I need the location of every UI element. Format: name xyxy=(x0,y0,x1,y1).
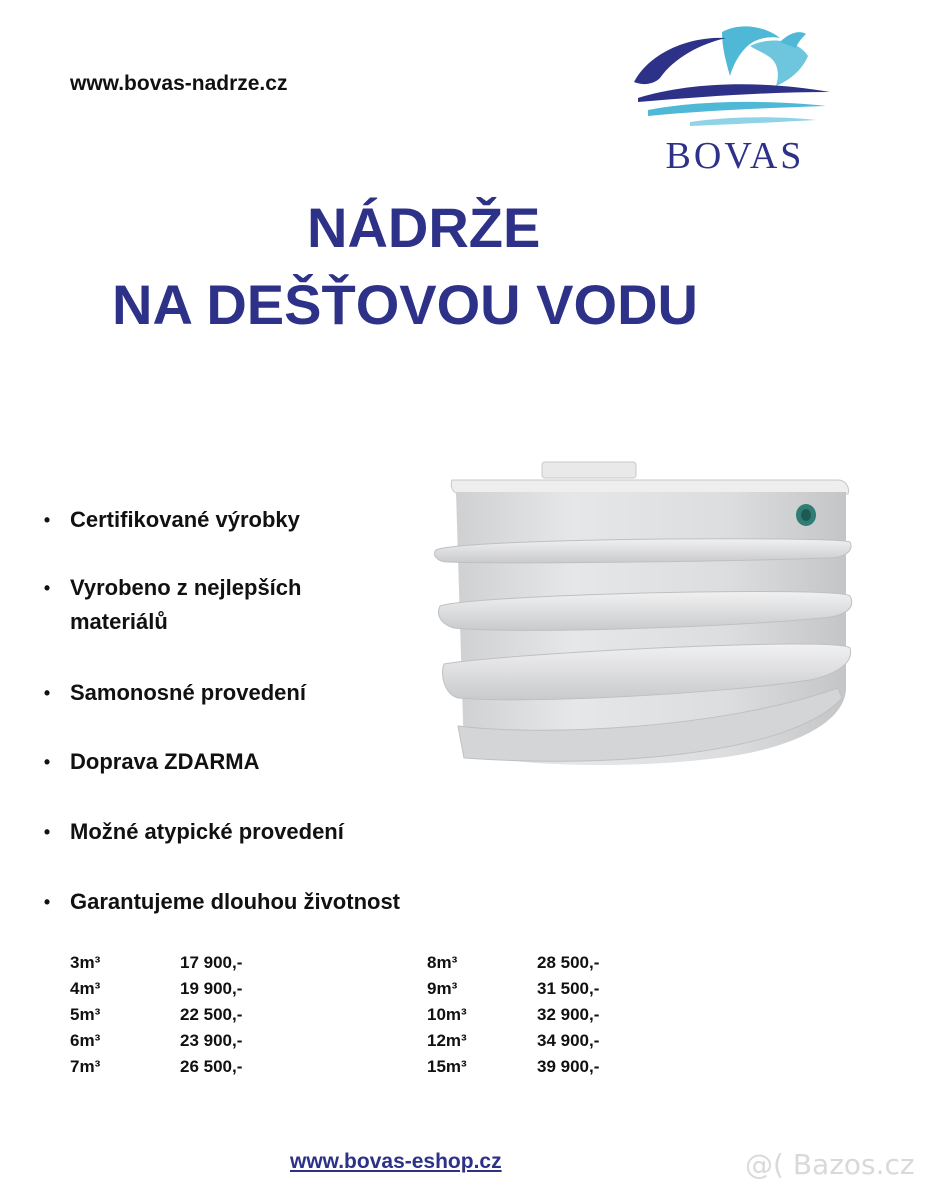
title-line-2: NA DEŠŤOVOU VODU xyxy=(112,273,698,336)
price-volume: 5m³ xyxy=(70,1005,101,1024)
price-volume: 15m³ xyxy=(427,1057,467,1076)
feature-text: Možné atypické provedení xyxy=(70,819,344,844)
price-volume: 4m³ xyxy=(70,979,101,998)
bullet-icon: • xyxy=(43,752,51,772)
price-volume: 3m³ xyxy=(70,953,101,972)
feature-text: Garantujeme dlouhou životnost xyxy=(70,889,401,914)
eshop-link[interactable]: www.bovas-eshop.cz xyxy=(290,1150,502,1173)
feature-text: Samonosné provedení xyxy=(70,680,306,705)
price-volume: 12m³ xyxy=(427,1031,467,1050)
price-amount: 19 900,- xyxy=(180,979,243,998)
price-amount: 34 900,- xyxy=(537,1031,600,1050)
price-volume: 7m³ xyxy=(70,1057,101,1076)
price-amount: 32 900,- xyxy=(537,1005,600,1024)
price-volume: 8m³ xyxy=(427,953,458,972)
price-volume: 9m³ xyxy=(427,979,458,998)
title-line-1: NÁDRŽE xyxy=(307,196,541,259)
feature-text: Doprava ZDARMA xyxy=(70,749,260,774)
bullet-icon: • xyxy=(43,822,51,842)
bazos-watermark: @( Bazos.cz xyxy=(745,1148,915,1181)
bullet-icon: • xyxy=(43,683,51,703)
price-amount: 39 900,- xyxy=(537,1057,600,1076)
price-amount: 26 500,- xyxy=(180,1057,243,1076)
price-amount: 28 500,- xyxy=(537,953,600,972)
dolphin-logo-icon xyxy=(630,22,840,134)
price-amount: 17 900,- xyxy=(180,953,243,972)
bovas-logo xyxy=(630,22,840,177)
price-list xyxy=(70,953,670,1093)
feature-text: Certifikované výrobky xyxy=(70,507,300,532)
bullet-icon: • xyxy=(43,578,51,598)
feature-text: Vyrobeno z nejlepších materiálů xyxy=(70,575,302,634)
price-volume: 6m³ xyxy=(70,1031,101,1050)
price-amount: 31 500,- xyxy=(537,979,600,998)
website-url[interactable]: www.bovas-nadrze.cz xyxy=(70,72,288,95)
price-volume: 10m³ xyxy=(427,1005,467,1024)
logo-text: BOVAS xyxy=(665,135,805,177)
bullet-icon: • xyxy=(43,510,51,530)
price-amount: 22 500,- xyxy=(180,1005,243,1024)
bullet-icon: • xyxy=(43,892,51,912)
price-amount: 23 900,- xyxy=(180,1031,243,1050)
